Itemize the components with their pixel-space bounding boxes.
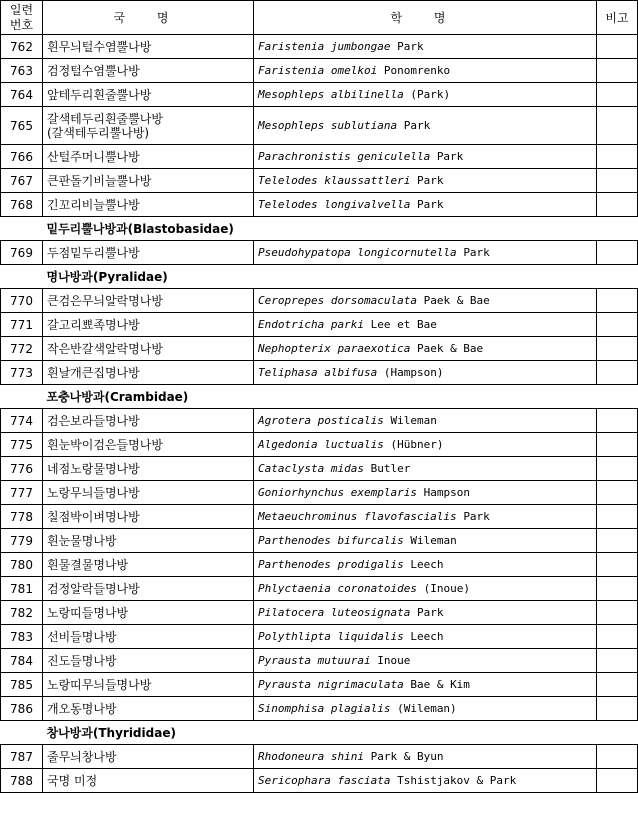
scientific-binomial: Parachronistis geniculella [258, 149, 431, 163]
scientific-binomial: Sericophara fasciata [258, 773, 391, 787]
scientific-name [254, 601, 597, 625]
header-number-line2: 번호 [9, 17, 34, 32]
table-row [1, 649, 638, 673]
scientific-author: (Inoue) [423, 581, 470, 595]
scientific-binomial: Teliphasa albifusa [258, 365, 378, 379]
note-cell [597, 697, 638, 721]
korean-name: 진도들명나방 [43, 649, 254, 673]
scientific-name [254, 145, 597, 169]
table-row [1, 241, 638, 265]
scientific-author: Park [397, 39, 424, 53]
scientific-binomial: Cataclysta midas [258, 461, 364, 475]
serial-number: 763 [1, 59, 43, 83]
serial-number: 765 [1, 107, 43, 145]
scientific-name [254, 529, 597, 553]
korean-name: 선비들명나방 [43, 625, 254, 649]
table-row [1, 697, 638, 721]
serial-number: 775 [1, 433, 43, 457]
scientific-author: (Wileman) [397, 701, 457, 715]
table-row [1, 601, 638, 625]
scientific-binomial: Polythlipta liquidalis [258, 629, 404, 643]
korean-name: 줄무늬창나방 [43, 745, 254, 769]
serial-number: 766 [1, 145, 43, 169]
scientific-name [254, 457, 597, 481]
family-heading-row [1, 385, 638, 409]
scientific-author: Inoue [377, 653, 411, 667]
scientific-name [254, 313, 597, 337]
korean-name: 검정털수염뿔나방 [43, 59, 254, 83]
table-row [1, 361, 638, 385]
scientific-name [254, 673, 597, 697]
note-cell [597, 769, 638, 793]
korean-name: 흰물결물명나방 [43, 553, 254, 577]
note-cell [597, 337, 638, 361]
note-cell [597, 35, 638, 59]
note-cell [597, 193, 638, 217]
serial-number: 787 [1, 745, 43, 769]
note-cell [597, 649, 638, 673]
note-cell [597, 553, 638, 577]
table-row [1, 505, 638, 529]
note-cell [597, 361, 638, 385]
scientific-binomial: Parthenodes bifurcalis [258, 533, 404, 547]
serial-number: 786 [1, 697, 43, 721]
table-row [1, 577, 638, 601]
scientific-author: Park [463, 245, 490, 259]
note-cell [597, 673, 638, 697]
table-row [1, 433, 638, 457]
scientific-binomial: Telelodes klaussattleri [258, 173, 411, 187]
scientific-author: Paek & Bae [423, 293, 490, 307]
scientific-author: Park [416, 605, 444, 619]
scientific-author: Leech [410, 629, 444, 643]
note-cell [597, 145, 638, 169]
scientific-author: Paek & Bae [416, 341, 484, 355]
serial-number: 762 [1, 35, 43, 59]
note-cell [597, 625, 638, 649]
serial-number: 783 [1, 625, 43, 649]
serial-number: 774 [1, 409, 43, 433]
scientific-binomial: Endotricha parki [258, 317, 364, 331]
scientific-name [254, 745, 597, 769]
scientific-name [254, 241, 597, 265]
scientific-author: (Hampson) [383, 365, 444, 379]
scientific-binomial: Parthenodes prodigalis [258, 557, 404, 571]
scientific-name [254, 649, 597, 673]
note-cell [597, 289, 638, 313]
table-row [1, 193, 638, 217]
scientific-name [254, 625, 597, 649]
serial-number: 773 [1, 361, 43, 385]
scientific-name [254, 193, 597, 217]
scientific-name [254, 83, 597, 107]
scientific-author: Hampson [423, 485, 470, 499]
scientific-author: Park [416, 173, 444, 187]
serial-number: 788 [1, 769, 43, 793]
scientific-binomial: Metaeuchrominus flavofascialis [258, 509, 457, 523]
header-korean-name: 국 명 [43, 1, 254, 35]
serial-number: 780 [1, 553, 43, 577]
serial-number: 781 [1, 577, 43, 601]
serial-number: 768 [1, 193, 43, 217]
korean-name: 검은보라들명나방 [43, 409, 254, 433]
scientific-binomial: Mesophleps albilinella [258, 87, 404, 101]
scientific-name [254, 553, 597, 577]
scientific-name [254, 361, 597, 385]
scientific-name [254, 505, 597, 529]
scientific-binomial: Rhodoneura shini [258, 749, 364, 763]
serial-number: 764 [1, 83, 43, 107]
scientific-name [254, 169, 597, 193]
scientific-author: Park [416, 197, 444, 211]
scientific-name [254, 697, 597, 721]
korean-name: 갈색테두리흰줄뿔나방 (갈색테두리뿔나방) [43, 107, 254, 145]
table-row [1, 145, 638, 169]
note-cell [597, 107, 638, 145]
family-heading-row [1, 721, 638, 745]
korean-name: 작은반갈색알락명나방 [43, 337, 254, 361]
serial-number: 776 [1, 457, 43, 481]
korean-name: 흰무늬털수염뿔나방 [43, 35, 254, 59]
table-row [1, 745, 638, 769]
table-row [1, 169, 638, 193]
scientific-author: Leech [410, 557, 444, 571]
table-row [1, 35, 638, 59]
korean-name: 두점밑두리뿔나방 [43, 241, 254, 265]
serial-number: 770 [1, 289, 43, 313]
scientific-name [254, 481, 597, 505]
korean-name: 큰판돌기비늘뿔나방 [43, 169, 254, 193]
note-cell [597, 83, 638, 107]
scientific-binomial: Mesophleps sublutiana [258, 118, 398, 132]
note-cell [597, 433, 638, 457]
scientific-name [254, 289, 597, 313]
note-cell [597, 409, 638, 433]
serial-number: 779 [1, 529, 43, 553]
serial-number: 785 [1, 673, 43, 697]
table-row [1, 59, 638, 83]
serial-number: 784 [1, 649, 43, 673]
family-heading: 창나방과(Thyrididae) [1, 721, 638, 745]
scientific-name [254, 107, 597, 145]
header-number [1, 1, 43, 35]
serial-number: 767 [1, 169, 43, 193]
note-cell [597, 505, 638, 529]
scientific-binomial: Sinomphisa plagialis [258, 701, 391, 715]
scientific-author: (Hübner) [390, 437, 444, 451]
serial-number: 777 [1, 481, 43, 505]
table-row [1, 553, 638, 577]
korean-name: 네점노랑물명나방 [43, 457, 254, 481]
scientific-binomial: Goniorhynchus exemplaris [258, 485, 417, 499]
scientific-binomial: Faristenia jumbongae [258, 39, 391, 53]
scientific-binomial: Pilatocera luteosignata [258, 605, 411, 619]
note-cell [597, 59, 638, 83]
serial-number: 778 [1, 505, 43, 529]
scientific-author: Ponomrenko [383, 63, 451, 77]
korean-name: 긴꼬리비늘뿔나방 [43, 193, 254, 217]
header-note: 비고 [597, 1, 638, 35]
note-cell [597, 529, 638, 553]
table-row [1, 83, 638, 107]
scientific-author: Park & Byun [370, 749, 444, 763]
family-heading: 포충나방과(Crambidae) [1, 385, 638, 409]
scientific-name [254, 59, 597, 83]
scientific-author: (Park) [410, 87, 451, 101]
korean-name: 노랑띠들명나방 [43, 601, 254, 625]
korean-name: 흰눈박이검은들명나방 [43, 433, 254, 457]
header-scientific-name: 학 명 [254, 1, 597, 35]
family-heading: 명나방과(Pyralidae) [1, 265, 638, 289]
table-row [1, 107, 638, 145]
note-cell [597, 313, 638, 337]
table-row [1, 289, 638, 313]
note-cell [597, 169, 638, 193]
scientific-name [254, 769, 597, 793]
note-cell [597, 457, 638, 481]
scientific-binomial: Faristenia omelkoi [258, 63, 378, 77]
scientific-binomial: Nephopterix paraexotica [258, 341, 411, 355]
scientific-author: Bae & Kim [410, 677, 470, 691]
table-row [1, 337, 638, 361]
serial-number: 769 [1, 241, 43, 265]
note-cell [597, 481, 638, 505]
scientific-binomial: Agrotera posticalis [258, 413, 384, 427]
scientific-name [254, 409, 597, 433]
korean-name: 갈고리뾰족명나방 [43, 313, 254, 337]
family-heading-row [1, 217, 638, 241]
scientific-binomial: Ceroprepes dorsomaculata [258, 293, 417, 307]
scientific-author: Park [403, 118, 431, 132]
korean-name: 검정알락들명나방 [43, 577, 254, 601]
scientific-binomial: Pyrausta nigrimaculata [258, 677, 404, 691]
serial-number: 782 [1, 601, 43, 625]
scientific-author: Wileman [410, 533, 457, 547]
scientific-author: Park [463, 509, 490, 523]
scientific-binomial: Algedonia luctualis [258, 437, 384, 451]
serial-number: 772 [1, 337, 43, 361]
note-cell [597, 601, 638, 625]
scientific-binomial: Telelodes longivalvella [258, 197, 411, 211]
header-number-line1: 일련 [9, 2, 34, 17]
korean-name: 산털주머니뿔나방 [43, 145, 254, 169]
scientific-binomial: Pseudohypatopa longicornutella [258, 245, 457, 259]
korean-name: 노랑띠무늬들명나방 [43, 673, 254, 697]
korean-name: 칠점박이벼명나방 [43, 505, 254, 529]
korean-name: 흰날개큰집명나방 [43, 361, 254, 385]
table-body [1, 35, 638, 793]
note-cell [597, 577, 638, 601]
table-row [1, 769, 638, 793]
table-row [1, 529, 638, 553]
korean-name: 앞테두리흰줄뿔나방 [43, 83, 254, 107]
scientific-name [254, 337, 597, 361]
family-heading-row [1, 265, 638, 289]
serial-number: 771 [1, 313, 43, 337]
korean-name: 국명 미정 [43, 769, 254, 793]
scientific-author: Butler [370, 461, 411, 475]
note-cell [597, 241, 638, 265]
scientific-author: Lee et Bae [370, 317, 437, 331]
family-heading: 밑두리뿔나방과(Blastobasidae) [1, 217, 638, 241]
header-row [1, 1, 638, 35]
table-row [1, 481, 638, 505]
scientific-name [254, 577, 597, 601]
scientific-author: Tshistjakov & Park [397, 773, 517, 787]
table-row [1, 409, 638, 433]
scientific-author: Park [436, 149, 464, 163]
note-cell [597, 745, 638, 769]
korean-name: 큰검은무늬알락명나방 [43, 289, 254, 313]
table-row [1, 673, 638, 697]
scientific-binomial: Phlyctaenia coronatoides [258, 581, 417, 595]
table-row [1, 625, 638, 649]
scientific-name [254, 35, 597, 59]
table-row [1, 457, 638, 481]
scientific-name [254, 433, 597, 457]
korean-name: 노랑무늬들명나방 [43, 481, 254, 505]
korean-name: 개오동명나방 [43, 697, 254, 721]
korean-name: 흰눈물명나방 [43, 529, 254, 553]
scientific-author: Wileman [390, 413, 437, 427]
table-row [1, 313, 638, 337]
scientific-binomial: Pyrausta mutuurai [258, 653, 371, 667]
